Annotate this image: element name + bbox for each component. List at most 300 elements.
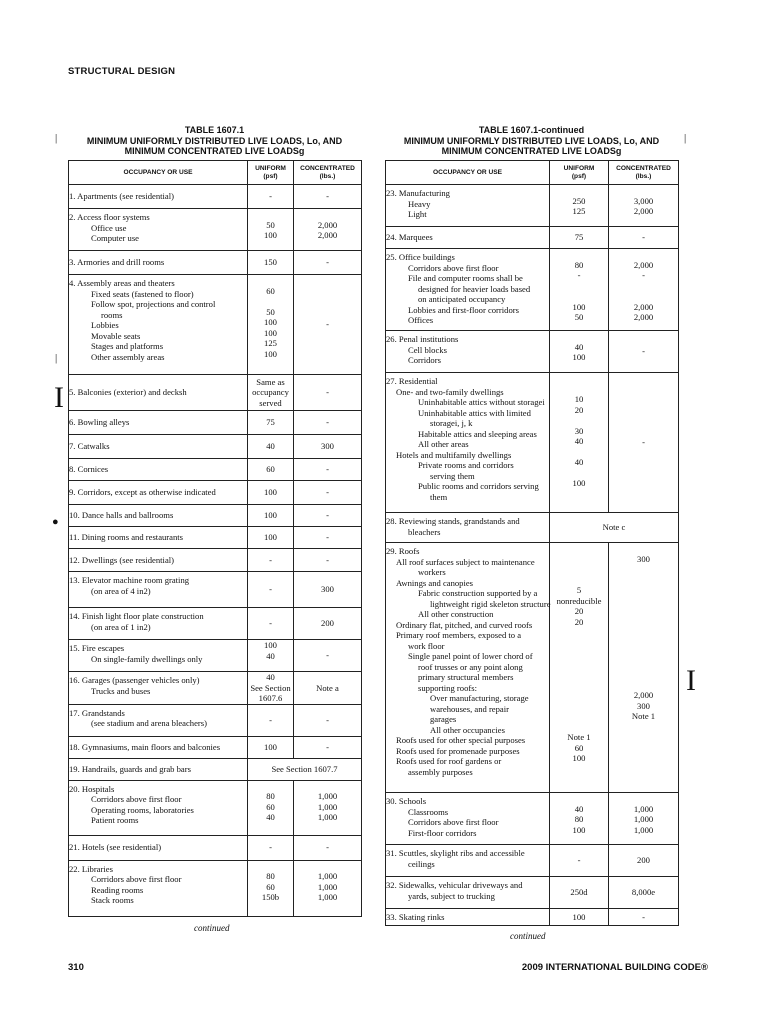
- uniform-load-value: -: [269, 554, 272, 565]
- uniform-load-value: [550, 575, 608, 586]
- uniform-load-value: [550, 489, 608, 500]
- occupancy-label: 4. Assembly areas and theaters: [69, 278, 175, 288]
- occupancy-sub-label: garages: [430, 714, 457, 724]
- uniform-load-cell: [248, 572, 294, 608]
- occupancy-label: 2. Access floor systems: [69, 212, 150, 222]
- occupancy-sub-label: Other assembly areas: [91, 351, 165, 362]
- concentrated-load-cell: [294, 275, 362, 375]
- concentrated-load-value: [609, 732, 678, 743]
- concentrated-load-cell: [294, 736, 362, 758]
- col-header-concentrated: [294, 161, 362, 185]
- occupancy-cell: [386, 845, 550, 877]
- occupancy-label: 7. Catwalks: [69, 441, 110, 452]
- occupancy-cell: [386, 331, 550, 373]
- uniform-load-value: [550, 638, 608, 649]
- occupancy-sub-label: roof trusses or any point along: [418, 661, 523, 672]
- uniform-load-value: 100: [572, 911, 586, 922]
- occupancy-cell: [69, 549, 248, 572]
- occupancy-cell: [69, 672, 248, 705]
- concentrated-load-value: 2,000: [633, 206, 654, 216]
- uniform-load-cell: [248, 527, 294, 549]
- occupancy-sub-label: Ordinary flat, pitched, and curved roofs: [396, 619, 533, 630]
- table-row: [69, 640, 362, 672]
- uniform-load-value: [550, 690, 608, 701]
- uniform-load-value: [248, 275, 293, 286]
- table-row: [69, 672, 362, 705]
- table-row: [69, 527, 362, 549]
- uniform-load-value: 60: [574, 742, 584, 753]
- table-row: [69, 860, 362, 916]
- occupancy-sub-label: Over manufacturing, storage: [430, 693, 529, 703]
- uniform-load-cell: [248, 275, 294, 375]
- uniform-load-value: 100: [264, 487, 277, 498]
- occupancy-label: 24. Marquees: [386, 232, 433, 243]
- occupancy-sub-label: workers: [418, 567, 446, 577]
- occupancy-sub-label: Classrooms: [408, 806, 449, 817]
- table-row: [386, 877, 679, 909]
- concentrated-load-value: [609, 722, 678, 733]
- uniform-load-value: 100: [264, 348, 277, 359]
- table-row: [386, 373, 679, 513]
- uniform-load-cell: [550, 227, 609, 249]
- uniform-load-cell: [550, 793, 609, 845]
- col-header-concentrated-label: CONCENTRATED: [300, 165, 355, 172]
- uniform-load-cell: [248, 704, 294, 736]
- live-loads-table-left: [68, 160, 362, 917]
- concentrated-load-value: 1,000: [317, 892, 338, 902]
- concentrated-load-value: -: [326, 554, 329, 565]
- uniform-load-value: 40: [266, 650, 275, 661]
- span-value-cell: Note c: [550, 513, 679, 543]
- occupancy-sub-label: supporting roofs:: [418, 682, 477, 693]
- concentrated-load-value: -: [642, 346, 645, 357]
- occupancy-cell: [69, 275, 248, 375]
- uniform-load-value: 75: [266, 417, 275, 428]
- occupancy-sub-label: Corridors above first floor: [91, 874, 182, 884]
- col-header-uniform-label: UNIFORM: [255, 165, 286, 172]
- occupancy-sub-label: Patient rooms: [91, 815, 139, 825]
- occupancy-cell: [69, 435, 248, 459]
- uniform-load-value: 100: [264, 327, 277, 338]
- occupancy-cell: [69, 640, 248, 672]
- uniform-load-value: [550, 543, 608, 554]
- uniform-load-value: [248, 296, 293, 307]
- occupancy-label: 6. Bowling alleys: [69, 417, 130, 428]
- occupancy-sub-label: Reading rooms: [91, 884, 144, 895]
- uniform-load-value: -: [577, 270, 581, 280]
- table-row: [69, 209, 362, 251]
- uniform-load-value: [550, 185, 608, 196]
- concentrated-load-value: -: [326, 257, 329, 268]
- occupancy-cell: [386, 793, 550, 845]
- uniform-load-value: 100: [264, 741, 277, 752]
- occupancy-sub-label: on anticipated occupancy: [418, 294, 506, 304]
- table-row: [386, 793, 679, 845]
- occupancy-label: 22. Libraries: [69, 863, 113, 874]
- uniform-load-value: -: [269, 842, 272, 853]
- occupancy-cell: [69, 780, 248, 835]
- occupancy-sub-label: File and computer rooms shall be: [408, 273, 523, 283]
- col-header-uniform: [550, 161, 609, 185]
- continued-note-right: continued: [510, 931, 546, 941]
- concentrated-load-value: 3,000: [633, 195, 654, 206]
- uniform-load-value: 100: [264, 640, 277, 650]
- footer-title: 2009 INTERNATIONAL BUILDING CODE®: [521, 962, 708, 973]
- occupancy-cell: [386, 249, 550, 331]
- occupancy-sub-label: yards, subject to trucking: [408, 890, 495, 901]
- page-number: 310: [68, 962, 84, 973]
- occupancy-label: 13. Elevator machine room grating: [69, 575, 190, 585]
- occupancy-cell: [69, 375, 248, 411]
- uniform-load-value: [550, 659, 608, 670]
- uniform-load-value: 20: [574, 404, 584, 415]
- occupancy-cell: [386, 373, 550, 513]
- occupancy-cell: [69, 505, 248, 527]
- uniform-load-value: [550, 680, 608, 691]
- table-row: [386, 513, 679, 543]
- concentrated-load-value: [609, 291, 678, 302]
- left-table-title-line3: MINIMUM CONCENTRATED LIVE LOADSg: [124, 146, 305, 156]
- occupancy-sub-label: Roofs used for promenade purposes: [396, 745, 520, 756]
- right-table-title-line3: MINIMUM CONCENTRATED LIVE LOADSg: [441, 146, 622, 156]
- concentrated-load-cell: [609, 543, 679, 793]
- occupancy-sub-label: Roofs used for other special purposes: [396, 735, 526, 745]
- occupancy-sub-label: primary structural members: [418, 672, 514, 682]
- uniform-load-value: [248, 861, 293, 872]
- concentrated-load-value: 300: [321, 441, 334, 452]
- concentrated-load-cell: [294, 672, 362, 705]
- uniform-load-value: served: [259, 397, 282, 408]
- concentrated-load-value: -: [326, 464, 329, 475]
- occupancy-sub-label: Roofs used for roof gardens or: [396, 756, 502, 766]
- occupancy-label: 8. Cornices: [69, 464, 109, 475]
- occupancy-label: 28. Reviewing stands, grandstands and: [386, 516, 520, 526]
- occupancy-cell: [69, 185, 248, 209]
- occupancy-sub-label: Offices: [408, 315, 434, 325]
- concentrated-load-value: [609, 764, 678, 775]
- uniform-load-value: [550, 249, 608, 260]
- occupancy-sub-label: (see stadium and arena bleachers): [91, 718, 207, 728]
- concentrated-load-value: [609, 743, 678, 754]
- concentrated-load-cell: [609, 249, 679, 331]
- table-row: [69, 459, 362, 481]
- uniform-load-value: 40: [574, 457, 584, 467]
- concentrated-load-value: -: [326, 650, 329, 661]
- concentrated-load-value: 1,000: [317, 812, 338, 822]
- occupancy-label: 21. Hotels (see residential): [69, 842, 162, 853]
- uniform-load-value: 60: [266, 801, 275, 812]
- concentrated-load-value: -: [326, 387, 329, 398]
- uniform-load-value: 80: [266, 871, 275, 881]
- concentrated-load-value: -: [326, 842, 329, 853]
- table-row: [69, 251, 362, 275]
- uniform-load-value: 10: [574, 394, 584, 404]
- occupancy-cell: [69, 527, 248, 549]
- uniform-load-value: 100: [572, 301, 586, 312]
- concentrated-load-value: 2,000: [317, 219, 338, 230]
- concentrated-load-cell: [294, 459, 362, 481]
- col-header-concentrated: [609, 161, 679, 185]
- concentrated-load-value: [609, 281, 678, 292]
- uniform-load-value: [550, 793, 608, 804]
- concentrated-load-value: 300: [321, 584, 334, 595]
- occupancy-sub-label: All other areas: [418, 439, 469, 449]
- occupancy-cell: [69, 459, 248, 481]
- occupancy-sub-label: work floor: [408, 640, 445, 651]
- table-row: [69, 411, 362, 435]
- occupancy-label: 17. Grandstands: [69, 707, 125, 718]
- table-row: [386, 331, 679, 373]
- col-header-uniform-unit: (psf): [263, 172, 278, 180]
- occupancy-sub-label: (on area of 4 in2): [91, 585, 151, 596]
- uniform-load-value: -: [269, 584, 272, 595]
- occupancy-label: 5. Balconies (exterior) and decksh: [69, 387, 187, 398]
- occupancy-label: 15. Fire escapes: [69, 643, 125, 653]
- revision-bar-mark: |: [55, 132, 58, 144]
- uniform-load-cell: [550, 543, 609, 793]
- uniform-load-cell: [248, 640, 294, 672]
- uniform-load-value: [248, 781, 293, 792]
- uniform-load-cell: [248, 780, 294, 835]
- uniform-load-value: 100: [264, 532, 277, 543]
- uniform-load-value: 100: [572, 352, 586, 362]
- concentrated-load-value: -: [326, 532, 329, 543]
- occupancy-sub-label: Fabric construction supported by a: [418, 588, 538, 598]
- occupancy-cell: [69, 704, 248, 736]
- occupancy-sub-label: On single-family dwellings only: [91, 653, 203, 664]
- concentrated-load-cell: [609, 909, 679, 926]
- table-row: [386, 249, 679, 331]
- occupancy-sub-label: (on area of 1 in2): [91, 621, 151, 632]
- occupancy-sub-label: Public rooms and corridors serving: [418, 481, 539, 491]
- occupancy-cell: [69, 608, 248, 640]
- occupancy-sub-label: Corridors: [408, 355, 441, 365]
- uniform-load-value: 80: [574, 259, 584, 270]
- occupancy-label: 12. Dwellings (see residential): [69, 554, 175, 565]
- concentrated-load-value: 2,000: [633, 259, 654, 270]
- occupancy-cell: [69, 411, 248, 435]
- concentrated-load-value: -: [642, 437, 645, 448]
- uniform-load-cell: [248, 736, 294, 758]
- uniform-load-value: 40: [574, 341, 584, 352]
- occupancy-label: 18. Gymnasiums, main floors and balconies: [69, 741, 221, 752]
- table-row: [69, 375, 362, 411]
- uniform-load-value: -: [577, 855, 581, 866]
- concentrated-load-cell: [294, 527, 362, 549]
- occupancy-sub-label: One- and two-family dwellings: [396, 386, 504, 397]
- uniform-load-value: 150b: [261, 892, 280, 902]
- col-header-uniform-label: UNIFORM: [563, 165, 595, 172]
- occupancy-sub-label: Corridors above first floor: [91, 794, 182, 804]
- concentrated-load-cell: [609, 373, 679, 513]
- uniform-load-value: 100: [264, 317, 277, 327]
- occupancy-label: 33. Skating rinks: [386, 911, 445, 922]
- uniform-load-value: [550, 291, 608, 302]
- occupancy-sub-label: Stages and platforms: [91, 341, 164, 351]
- uniform-load-value: [550, 331, 608, 342]
- uniform-load-value: [550, 627, 608, 638]
- uniform-load-cell: [248, 375, 294, 411]
- occupancy-sub-label: All other construction: [418, 609, 494, 619]
- concentrated-load-cell: [294, 185, 362, 209]
- left-table-number: TABLE 1607.1: [184, 125, 245, 135]
- revision-bar-mark: |: [55, 352, 58, 364]
- uniform-load-value: [248, 209, 293, 220]
- occupancy-sub-label: Fixed seats (fastened to floor): [91, 288, 194, 299]
- concentrated-load-value: [609, 648, 678, 659]
- concentrated-load-value: [609, 543, 678, 554]
- uniform-load-cell: [550, 373, 609, 513]
- uniform-load-value: [550, 415, 608, 426]
- concentrated-load-cell: [294, 505, 362, 527]
- concentrated-load-value: -: [642, 270, 645, 280]
- occupancy-sub-label: storagei, j, k: [430, 418, 473, 428]
- occupancy-sub-label: Heavy: [408, 198, 431, 209]
- occupancy-cell: [69, 209, 248, 251]
- col-header-uniform-unit: (psf): [571, 172, 587, 180]
- table-row: [69, 572, 362, 608]
- concentrated-load-cell: [294, 572, 362, 608]
- uniform-load-value: [550, 669, 608, 680]
- uniform-load-value: 40: [266, 672, 275, 682]
- occupancy-sub-label: Follow spot, projections and control: [91, 299, 216, 309]
- concentrated-load-cell: [294, 860, 362, 916]
- concentrated-load-value: 2,000: [633, 690, 654, 700]
- occupancy-sub-label: Office use: [91, 222, 127, 233]
- concentrated-load-value: [609, 669, 678, 680]
- uniform-load-value: occupancy: [252, 387, 289, 398]
- continued-note-left: continued: [194, 923, 230, 933]
- uniform-load-value: 125: [264, 338, 277, 348]
- uniform-load-value: [550, 711, 608, 722]
- concentrated-load-cell: [294, 481, 362, 505]
- table-row: [69, 758, 362, 780]
- concentrated-load-value: [609, 185, 678, 196]
- concentrated-load-value: [609, 564, 678, 575]
- concentrated-load-value: 300: [637, 553, 650, 564]
- left-table-title: [68, 125, 361, 157]
- uniform-load-value: 20: [574, 616, 584, 627]
- occupancy-label: 11. Dining rooms and restaurants: [69, 532, 184, 543]
- uniform-load-cell: [248, 185, 294, 209]
- uniform-load-value: 50: [266, 219, 275, 230]
- concentrated-load-value: [294, 861, 361, 872]
- concentrated-load-value: Note 1: [631, 711, 656, 721]
- concentrated-load-value: 2,000: [633, 301, 654, 312]
- uniform-load-value: [550, 701, 608, 712]
- uniform-load-value: 125: [572, 206, 586, 216]
- uniform-load-value: 100: [572, 824, 586, 835]
- uniform-load-cell: [248, 411, 294, 435]
- uniform-load-cell: [248, 505, 294, 527]
- uniform-load-cell: [550, 249, 609, 331]
- concentrated-load-value: 1,000: [633, 814, 654, 824]
- uniform-load-value: 60: [266, 881, 275, 892]
- col-header-concentrated-unit: (lbs.): [635, 172, 652, 180]
- occupancy-sub-label: Cell blocks: [408, 344, 447, 355]
- header-row: [69, 161, 362, 185]
- uniform-load-cell: [248, 672, 294, 705]
- uniform-load-value: [550, 468, 608, 479]
- table-row: [69, 704, 362, 736]
- uniform-load-value: 60: [266, 285, 275, 296]
- uniform-load-value: 250: [572, 195, 586, 206]
- concentrated-load-value: 200: [637, 855, 650, 866]
- uniform-load-value: 5: [576, 585, 582, 595]
- uniform-load-cell: [248, 835, 294, 860]
- uniform-load-value: 50: [266, 306, 275, 317]
- table-row: [69, 835, 362, 860]
- occupancy-cell: [69, 758, 248, 780]
- uniform-load-value: 60: [266, 464, 275, 475]
- occupancy-sub-label: Uninhabitable attics with limited: [418, 407, 531, 418]
- uniform-load-value: [550, 564, 608, 575]
- occupancy-sub-label: Primary roof members, exposed to a: [396, 630, 522, 640]
- concentrated-load-value: [609, 680, 678, 691]
- col-header-occupancy: OCCUPANCY OR USE: [386, 161, 550, 185]
- uniform-load-cell: [248, 608, 294, 640]
- col-header-occupancy: OCCUPANCY OR USE: [69, 161, 248, 185]
- concentrated-load-cell: [609, 331, 679, 373]
- concentrated-load-cell: [294, 435, 362, 459]
- concentrated-load-value: -: [326, 417, 329, 428]
- uniform-load-cell: [248, 459, 294, 481]
- col-header-concentrated-unit: (lbs.): [319, 172, 336, 180]
- uniform-load-value: 80: [574, 814, 584, 824]
- concentrated-load-value: -: [326, 510, 329, 521]
- concentrated-load-cell: [294, 411, 362, 435]
- live-loads-table-right: [385, 160, 679, 926]
- concentrated-load-value: -: [326, 319, 329, 330]
- uniform-load-value: 250d: [570, 887, 588, 898]
- occupancy-label: 10. Dance halls and ballrooms: [69, 510, 174, 521]
- concentrated-load-value: 200: [321, 618, 334, 629]
- concentrated-load-cell: [294, 549, 362, 572]
- concentrated-load-value: 300: [637, 700, 650, 711]
- occupancy-sub-label: serving them: [430, 470, 475, 481]
- occupancy-cell: [386, 185, 550, 227]
- concentrated-load-cell: [294, 704, 362, 736]
- uniform-load-cell: [550, 845, 609, 877]
- concentrated-load-value: 2,000: [317, 230, 338, 240]
- occupancy-cell: [69, 481, 248, 505]
- occupancy-sub-label: Stack rooms: [91, 895, 134, 905]
- uniform-load-cell: [248, 549, 294, 572]
- revision-big-bar-mark: I: [686, 664, 696, 697]
- concentrated-load-value: 8,000e: [631, 887, 656, 898]
- occupancy-cell: [386, 909, 550, 926]
- uniform-load-value: 50: [574, 312, 584, 322]
- concentrated-load-value: [294, 209, 361, 220]
- occupancy-label: 26. Penal institutions: [386, 334, 459, 344]
- uniform-load-cell: [550, 331, 609, 373]
- table-row: [69, 608, 362, 640]
- concentrated-load-cell: [609, 227, 679, 249]
- uniform-load-value: nonreducible: [556, 595, 602, 606]
- occupancy-cell: [386, 227, 550, 249]
- uniform-load-value: 100: [572, 478, 586, 488]
- concentrated-load-cell: [294, 835, 362, 860]
- occupancy-sub-label: lightweight rigid skeleton structure: [430, 598, 551, 609]
- uniform-load-value: [550, 764, 608, 775]
- uniform-load-value: 100: [264, 510, 277, 521]
- occupancy-sub-label: Single panel point of lower chord of: [408, 651, 533, 661]
- table-row: [69, 275, 362, 375]
- uniform-load-value: 75: [574, 232, 584, 243]
- uniform-load-value: -: [269, 618, 272, 629]
- concentrated-load-value: [609, 638, 678, 649]
- col-header-uniform: [248, 161, 294, 185]
